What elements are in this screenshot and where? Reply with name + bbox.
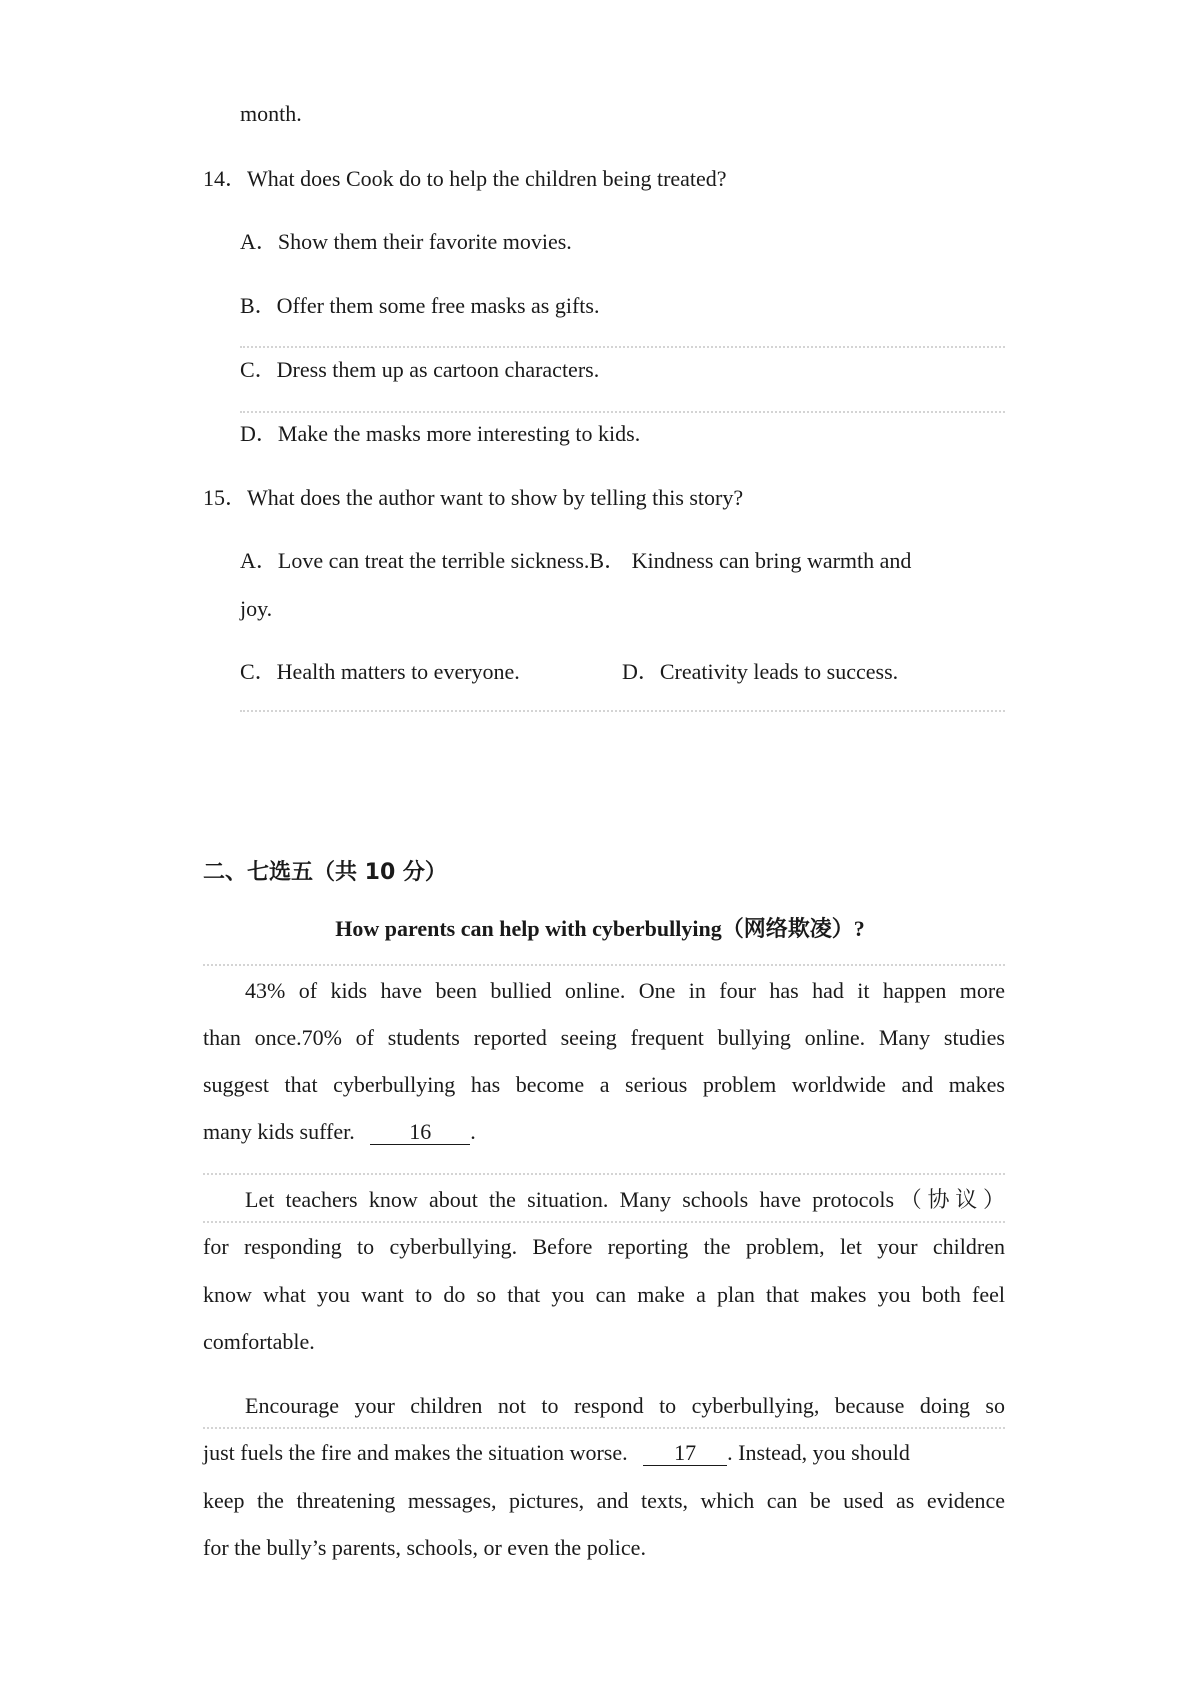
- q15-option-d[interactable]: D．Creativity leads to success.: [622, 659, 899, 684]
- dotted-divider: [240, 346, 1005, 348]
- paragraph-3-text: . Instead, you should: [727, 1440, 910, 1465]
- dotted-divider: [240, 411, 1005, 413]
- q14-option-c[interactable]: C．Dress them up as cartoon characters.: [240, 357, 600, 382]
- paragraph-2-line: Let teachers know about the situation. Many schools have protocols（协议）: [245, 1187, 1005, 1212]
- dotted-divider: [203, 1221, 1005, 1223]
- paragraph-3-line: Encourage your children not to respond to cyberbullying, because doing so: [245, 1393, 1005, 1418]
- q13-tail: month.: [240, 101, 302, 126]
- paragraph-3-line: keep the threatening messages, pictures, and texts, which can be used as evidence: [203, 1488, 1005, 1513]
- blank-17[interactable]: 17: [643, 1441, 727, 1466]
- paragraph-1-last-line: [203, 1117, 476, 1147]
- paragraph-1-text: many kids suffer.: [203, 1119, 355, 1144]
- passage-title: How parents can help with cyberbullying（网络欺凌）?: [335, 916, 865, 941]
- section-heading: 二、七选五（共 10 分）: [203, 860, 447, 885]
- dotted-divider: [203, 1427, 1005, 1429]
- q15-option-c[interactable]: C．Health matters to everyone.: [240, 659, 520, 684]
- q14-stem: 14．What does Cook do to help the children being treated?: [203, 166, 727, 191]
- q15-option-b-continued: joy.: [240, 596, 273, 621]
- q14-option-a[interactable]: A．Show them their favorite movies.: [240, 229, 572, 254]
- q15-options-ab[interactable]: A．Love can treat the terrible sickness.B． Kindness can bring warmth and: [240, 548, 912, 573]
- paragraph-2-line: know what you want to do so that you can make a plan that makes you both feel: [203, 1282, 1005, 1307]
- dotted-divider: [203, 1173, 1005, 1175]
- blank-16[interactable]: 16: [370, 1120, 470, 1145]
- paragraph-3-line: for the bully’s parents, schools, or even the police.: [203, 1535, 646, 1560]
- paragraph-2-last-line: comfortable.: [203, 1329, 315, 1354]
- q14-option-d[interactable]: D．Make the masks more interesting to kids.: [240, 421, 641, 446]
- paragraph-1-line: suggest that cyberbullying has become a serious problem worldwide and makes: [203, 1072, 1005, 1097]
- paragraph-3-line-with-blank: [203, 1438, 910, 1468]
- dotted-divider: [203, 964, 1005, 966]
- paragraph-1-line: than once.70% of students reported seeing frequent bullying online. Many studies: [203, 1025, 1005, 1050]
- paragraph-2-line: for responding to cyberbullying. Before reporting the problem, let your children: [203, 1234, 1005, 1259]
- q15-stem: 15．What does the author want to show by telling this story?: [203, 485, 744, 510]
- paragraph-1-line: 43% of kids have been bullied online. One in four has had it happen more: [245, 978, 1005, 1003]
- period: .: [470, 1119, 476, 1144]
- q14-option-b[interactable]: B．Offer them some free masks as gifts.: [240, 293, 600, 318]
- dotted-divider: [240, 710, 1005, 712]
- paragraph-3-text: just fuels the fire and makes the situation worse.: [203, 1440, 628, 1465]
